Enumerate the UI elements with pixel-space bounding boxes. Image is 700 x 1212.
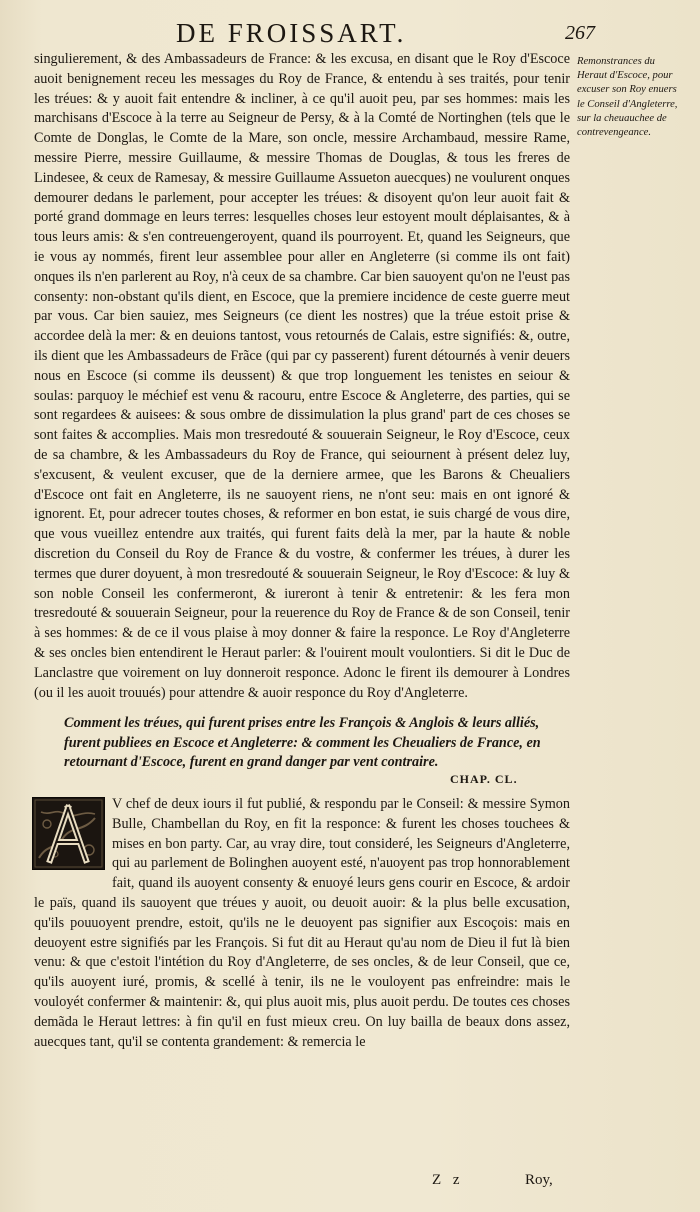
main-text-block xyxy=(34,50,570,703)
chapter-label: CHAP. CL. xyxy=(450,772,518,786)
catchword: Roy, xyxy=(525,1172,553,1188)
running-head: DE FROISSART. xyxy=(176,18,407,48)
chapter-heading: Comment les tréues, qui furent prises entre les François & Anglois & leurs alliés, furent publiees en Escoce et Angleterre: & comment les Cheualiers de France, en retournant d'Escoce, furent en grand danger par vent contraire. xyxy=(64,715,541,771)
body-paragraph: singulierement, & des Ambassadeurs de France: & les excusa, en disant que le Roy d'Escoce auoit benignement receu les messages du Roy de France, & entendu à ses traités, pour tenir les tréues: & y auoit fait entendre & incliner, à ce qu'il auoit peu, par ses hommes: mais les marchisans d'Escoce à la terre au Seigneur de Persy, & à la Comté de Nortinghen (tels que le Comte de Donglas, le Comte de la Mare, son oncle, messire Archambaud, messire Rame, messire Pierre, messire Guillaume, & messire Thomas de Douglas, & tous les freres de Lindesee, & ceux de Ramesay, & messire Guillaume Assueton auecques) ne voulurent onques demourer dedans le parlement, pour accepter les tréues: & disoyent qu'on leur auoit fait & porté grand dommage en leurs terres: lesquelles choses leur estoyent moult déplaisantes, & à tous leurs amis: & s'en contreuengeroyent, quand ils pourroyent. Et, quand les Seigneurs, que ie vous ay nommés, firent leur assemblee pour aller en Angleterre (si comme ils ont fait) onques ils n'en parlerent au Roy, n'à ceux de sa chambre. Car bien sauoyent qu'on ne l'eust pas consenty: non-obstant qu'ils dient, en Escoce, que la premiere incidence de ceste guerre meut par vous. Car bien sauiez, mes Seigneurs (ce dient les nostres) que la tréue estoit prise & accordee delà la mer: & en deuions tantost, vous retournés de Calais, estre signifiés: &, outre, ils dient que les Ambassadeurs de Frãce (qui par cy passerent) furent détournés à venir deuers nous en Escoce (si comme ils deussent) & que trop longuement les tenistes en seiour & soulas: parquoy le méchief est venu & racouru, entre Escoce & Angleterre, des parties, qui se sont regardees & auisees: & sous ombre de dissimulation la plus grand' part de ces choses se sont faites & accomplies. Mais mon tresredouté & souuerain Seigneur, le Roy d'Escoce, ceux de sa chambre, & les Ambassadeurs du Roy de France, qui seiournent à présent delez luy, s'excusent, & veulent excuser, que de la derniere armee, que les Barons & Cheualiers d'Escoce ont fait en Angleterre, ils ne sauoyent riens, ne n'ont seu: mais en ont ignoré & ignorent. Et, pour adrecer toutes choses, & reformer en bon estat, ie suis chargé de vous dire, que vous vueillez entendre aux traités, qui furent faits delà la mer, par la haute & noble discretion du Conseil du Roy de France & du vostre, & confermer les tréues, à durer les termes que durer doyuent, à mon tresredouté & souuerain Seigneur, le Roy d'Escoce: & luy & son noble Conseil les confermeront, & iureront à tenir & entretenir: & les fera mon tresredouté & souuerain Seigneur, pour la reuerence du Roy de France & de son Conseil, tenir à ses hommes: & de ce il vous plaise à moy donner & faire la responce. Le Roy d'Angleterre & ses oncles bien entendirent le Heraut parler: & l'ouirent moult voulontiers. Si dit le Duc de Lanclastre que voirement on luy donneroit responce. Adonc le firent ils demourer à Londres (ou il les auoit trouués) pour attendre & auoir responce du Roy d'Angleterre. xyxy=(34,51,570,701)
chapter-text-block xyxy=(34,795,570,1052)
margin-note: Remonstrances du Heraut d'Escoce, pour excuser son Roy enuers le Conseil d'Angleterre, sur la cheuauchee de contrevengeance. xyxy=(577,56,678,139)
drop-cap-spacer xyxy=(34,795,112,877)
chapter-paragraph: V chef de deux iours il fut publié, & respondu par le Conseil: & messire Symon Bulle, Chambellan du Roy, en fit la responce: & furent les choses touchees & mises en bon party. Car, au vray dire, tout consideré, les Seigneurs d'Angleterre, qui au parlement de Bolinghen auoyent esté, n'auoyent pas trop honnorablement fait, quand ils auoyent consenty & enuoyé leurs gens courir en Escoce, & ardoir le païs, quand ils sauoyent que tréues y auoit, ou deuoit auoir: & la plus belle excusation, qu'ils pouuoyent prendre, estoit, qu'ils ne le deuoyent pas signifier aux Escoçois: mais en deuoyent estre signifiés par les François. Si fut dit au Heraut qu'au nom de Dieu il fut là bien venu: & que c'estoit l'intétion du Roy d'Angleterre, de ses oncles, & de leur Conseil, que ce, qu'ils auoyent iuré, promis, & scellé à tenir, ils ne le vouloyent pas enfreindre: mais le vouloyét confermer & maintenir: &, qui plus auoit mis, plus auoit perdu. De toutes ces choses demãda le Heraut lettres: à fin qu'il en fust mieux creu. On luy bailla de beaux dons assez, auecques tant, qu'il se contenta grandement: & remercia le xyxy=(34,796,570,1050)
signature-mark: Z z xyxy=(432,1172,464,1188)
page-number: 267 xyxy=(565,22,595,44)
